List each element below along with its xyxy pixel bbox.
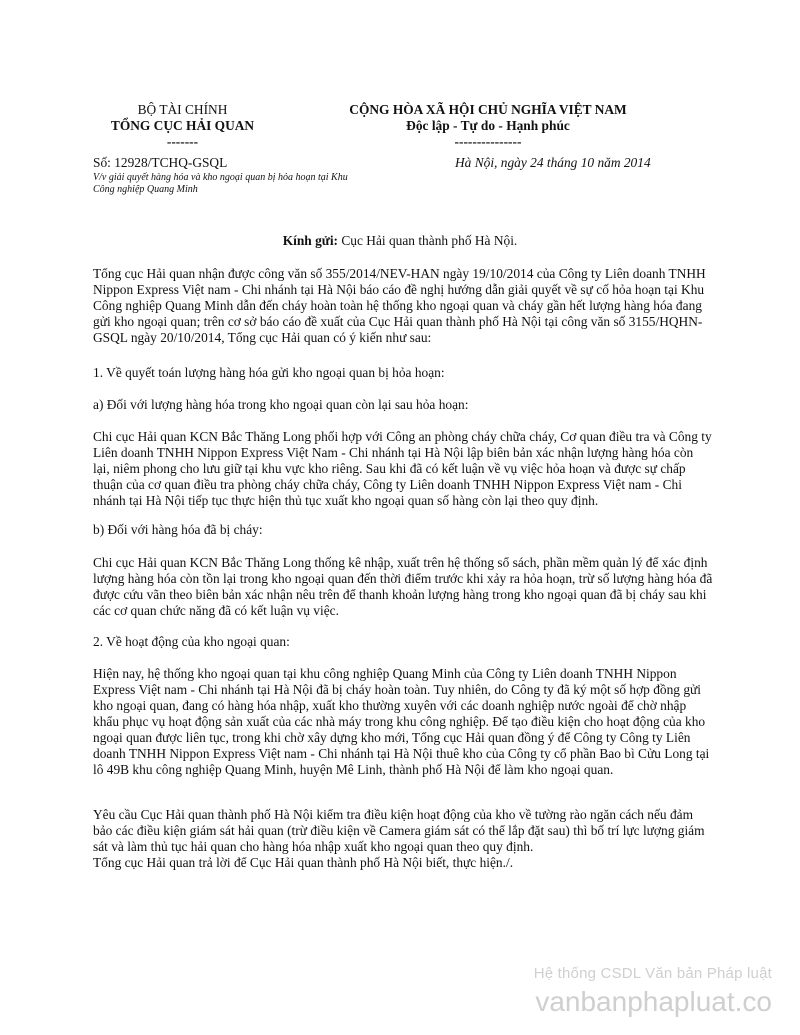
reference-block [93, 155, 353, 196]
subsection-heading: b) Đối với hàng hóa đã bị cháy: [93, 522, 263, 537]
country-name: CỘNG HÒA XÃ HỘI CHỦ NGHĨA VIỆT NAM [349, 102, 627, 117]
department-name: TỔNG CỤC HẢI QUAN [110, 118, 255, 133]
document-subject: V/v giải quyết hàng hóa và kho ngoại quan bị hỏa hoạn tại Khu Công nghiệp Quang Minh [93, 172, 348, 195]
ministry-name: BỘ TÀI CHÍNH [137, 102, 228, 117]
national-motto: Độc lập - Tự do - Hạnh phúc [406, 118, 570, 133]
recipient-name: Cục Hải quan thành phố Hà Nội. [338, 233, 518, 248]
body-paragraph: Tổng cục Hải quan nhận được công văn số 355/2014/NEV-HAN ngày 19/10/2014 của Công ty Liên doanh TNHH Nippon Express Việt nam - Chi nhánh tại Hà Nội báo cáo đề nghị hướng dẫn giải quyết về sự cố hỏa hoạn tại Khu Công nghiệp Quang Minh dẫn đến cháy hoàn toàn hệ thống kho ngoại quan và cháy gần hết lượng hàng hóa đang gửi kho ngoại quan; trên cơ sở báo cáo đề xuất của Cục Hải quan thành phố Hà Nội tại công văn số 3155/HQHN-GSQL ngày 20/10/2014, Tổng cục Hải quan có ý kiến như sau: [93, 266, 706, 345]
watermark-caption: Hệ thống CSDL Văn bản Pháp luật [533, 965, 772, 982]
document-number: Số: 12928/TCHQ-GSQL [93, 155, 228, 170]
national-header [318, 102, 658, 150]
subsection-heading: a) Đối với lượng hàng hóa trong kho ngoại quan còn lại sau hỏa hoạn: [93, 397, 469, 412]
recipient-line [0, 233, 800, 249]
body-paragraph: Chi cục Hải quan KCN Bắc Thăng Long thống kê nhập, xuất trên hệ thống sổ sách, phần mềm quản lý để xác định lượng hàng hóa còn tồn lại trong kho ngoại quan đến thời điểm trước khi xảy ra hỏa hoạn, trừ số lượng hàng hóa đã được cứu vãn theo biên bản xác nhận nêu trên để thanh khoản lượng hàng trong kho ngoại quan đã bị cháy sau khi các cơ quan chức năng đã có kết luận vụ việc. [93, 555, 713, 618]
issuer-block [95, 102, 270, 150]
watermark-domain: vanbanphapluat.co [535, 986, 772, 1017]
issuer-rule: ------- [166, 134, 199, 149]
motto-rule: --------------- [454, 134, 522, 149]
watermark [534, 965, 772, 1019]
document-date: Hà Nội, ngày 24 tháng 10 năm 2014 [455, 155, 651, 170]
section-heading: 2. Về hoạt động của kho ngoại quan: [93, 634, 290, 649]
body-paragraph: Hiện nay, hệ thống kho ngoại quan tại khu công nghiệp Quang Minh của Công ty Liên doanh TNHH Nippon Express Việt nam - Chi nhánh tại Hà Nội đã bị cháy hoàn toàn. Tuy nhiên, do Công ty đã ký một số hợp đồng gửi kho ngoại quan, đang có hàng hóa nhập, xuất kho thường xuyên với các doanh nghiệp nước ngoài để chờ nhập khẩu phục vụ hoạt động sản xuất của các nhà máy trong khu công nghiệp. Để tạo điều kiện cho hoạt động của kho ngoại quan được liên tục, trong khi chờ xây dựng kho mới, Tổng cục Hải quan đồng ý để Công ty Công ty Liên doanh TNHH Nippon Express Việt nam - Chi nhánh tại Hà Nội thuê kho của Công ty cổ phần Bao bì Cửu Long tại lô 49B khu công nghiệp Quang Minh, huyện Mê Linh, thành phố Hà Nội để làm kho ngoại quan. [93, 666, 710, 777]
body-paragraph: Chi cục Hải quan KCN Bắc Thăng Long phối hợp với Công an phòng cháy chữa cháy, Cơ quan điều tra và Công ty Liên doanh TNHH Nippon Express Việt Nam - Chi nhánh tại Hà Nội lập biên bản xác nhận lượng hàng hóa còn lại, niêm phong cho lưu giữ tại khu vực kho riêng. Sau khi đã có kết luận về vụ việc hỏa hoạn và được sự chấp thuận của cơ quan điều tra phòng cháy chữa cháy, Công ty Liên doanh TNHH Nippon Express Việt nam - Chi nhánh tại Hà Nội tiếp tục thực hiện thủ tục xuất kho ngoại quan số hàng còn lại theo quy định. [93, 429, 712, 508]
closing-paragraph: Tổng cục Hải quan trả lời để Cục Hải quan thành phố Hà Nội biết, thực hiện./. [93, 855, 514, 870]
section-heading: 1. Về quyết toán lượng hàng hóa gửi kho ngoại quan bị hỏa hoạn: [93, 365, 445, 380]
recipient-label: Kính gửi: [282, 233, 339, 248]
body-paragraph: Yêu cầu Cục Hải quan thành phố Hà Nội kiểm tra điều kiện hoạt động của kho về tường rào ngăn cách nếu đảm bảo các điều kiện giám sát hải quan (trừ điều kiện về Camera giám sát có thể lắp đặt sau) thì bố trí lực lượng giám sát và làm thủ tục hải quan cho hàng hóa nhập xuất kho ngoại quan theo quy định. [93, 807, 705, 854]
